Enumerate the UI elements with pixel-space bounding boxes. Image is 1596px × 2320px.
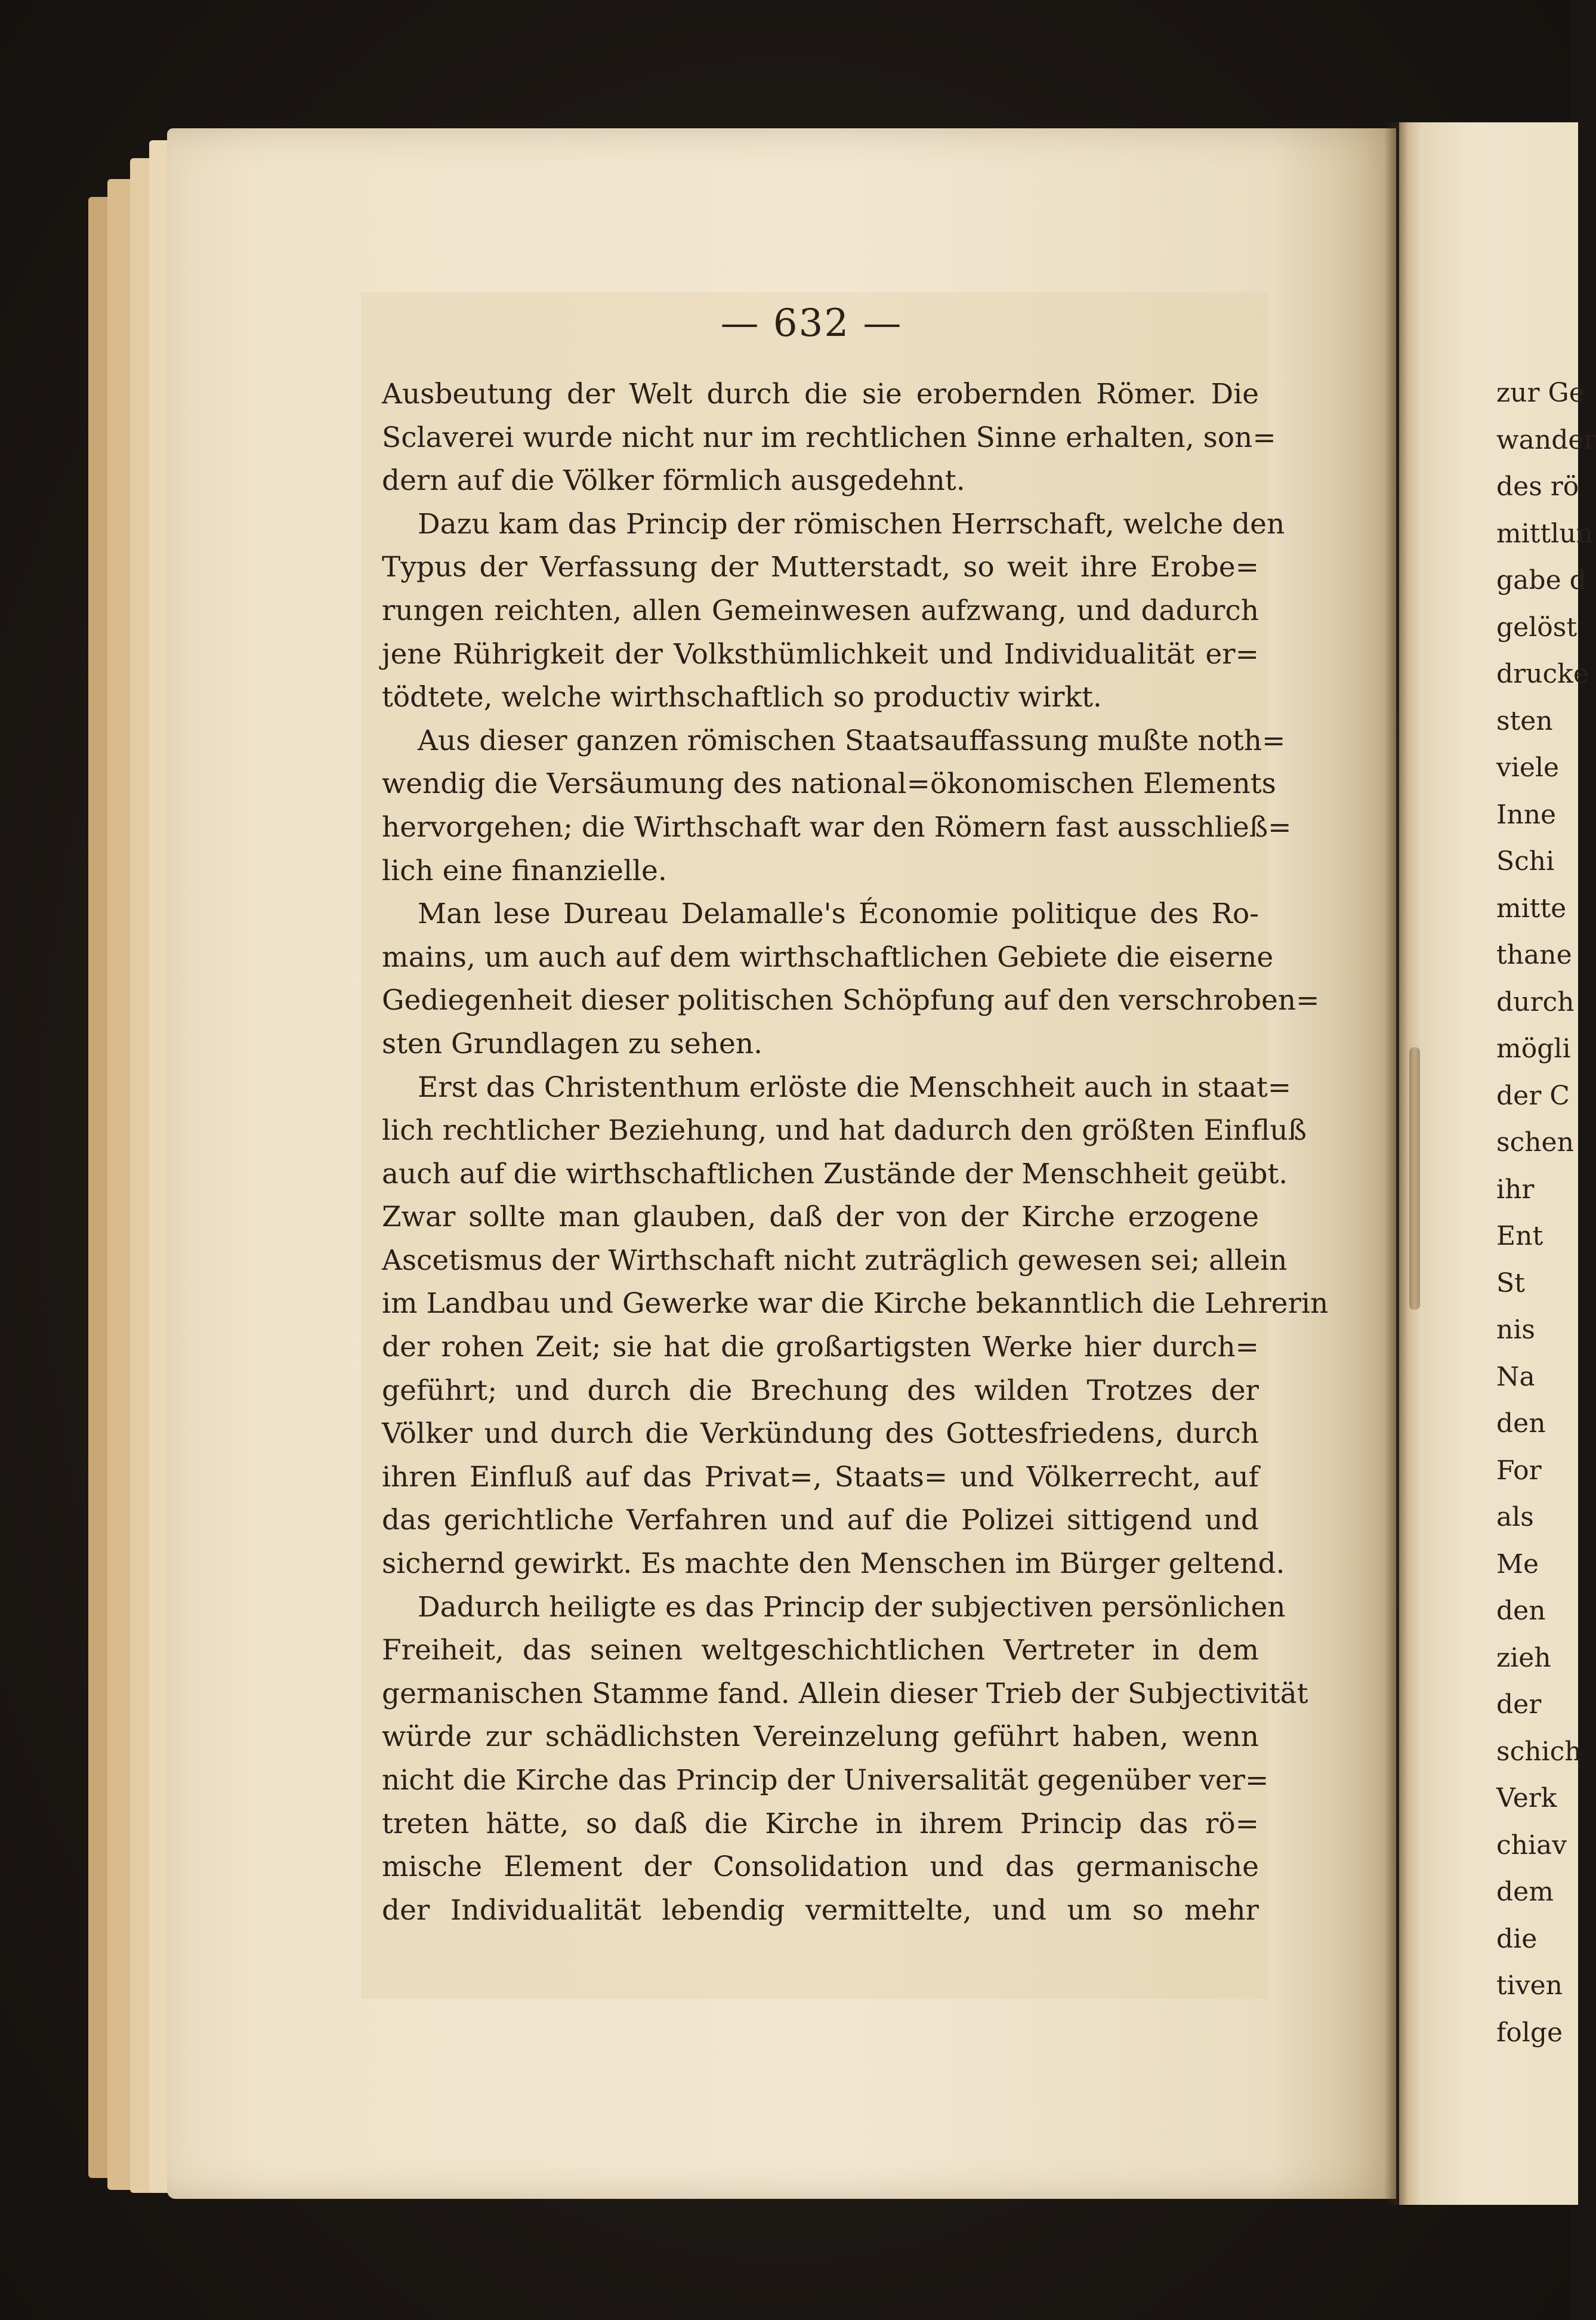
text-line: germanischen Stamme fand. Allein dieser Trieb der Subjectivität [382, 1677, 1308, 1710]
right-page-line-fragment: drucke [1496, 659, 1589, 689]
text-line: geführt; und durch die Brechung des wilden Trotzes der [382, 1374, 1259, 1407]
right-page-line-fragment: St [1496, 1267, 1525, 1298]
page-marker-strip [1409, 1047, 1420, 1310]
right-page-line-fragment: tiven [1496, 1970, 1563, 2001]
text-line: auch auf die wirthschaftlichen Zustände der Menschheit geübt. [382, 1157, 1288, 1190]
right-page-line-fragment: thane [1496, 940, 1572, 970]
text-line: rungen reichten, allen Gemeinwesen aufzwang, und dadurch [382, 594, 1259, 627]
text-line: dern auf die Völker förmlich ausgedehnt. [382, 464, 965, 498]
text-line: würde zur schädlichsten Vereinzelung geführt haben, wenn [382, 1720, 1259, 1754]
right-page-line-fragment: Verk [1496, 1783, 1557, 1813]
text-line: das gerichtliche Verfahren und auf die Polizei sittigend und [382, 1504, 1259, 1537]
text-line: Ausbeutung der Welt durch die sie erobernden Römer. Die [382, 378, 1259, 411]
right-page-line-fragment: gabe d [1496, 565, 1586, 596]
right-page-line-fragment: der C [1496, 1080, 1570, 1111]
right-page-line-fragment: Inne [1496, 799, 1557, 830]
text-line: nicht die Kirche das Princip der Universalität gegenüber ver= [382, 1764, 1269, 1797]
right-page-line-fragment: der [1496, 1689, 1542, 1720]
text-line: wendig die Versäumung des national=ökonomischen Elements [382, 767, 1276, 801]
right-page-line-fragment: des rö [1496, 471, 1579, 502]
right-page-line-fragment: chiav [1496, 1830, 1567, 1861]
right-page-line-fragment: den [1496, 1596, 1546, 1626]
right-page-line-fragment: folge [1496, 2017, 1563, 2048]
text-line: Gediegenheit dieser politischen Schöpfung auf den verschroben= [382, 984, 1320, 1017]
right-page-line-fragment: mittlun [1496, 518, 1593, 549]
right-page-line-fragment: sten [1496, 705, 1553, 736]
right-page-line-fragment: For [1496, 1455, 1542, 1486]
right-page-line-fragment: schen [1496, 1127, 1574, 1158]
text-line: Man lese Dureau Delamalle's Économie politique des Ro- [418, 897, 1259, 931]
right-page-line-fragment: wander [1496, 424, 1596, 455]
right-page-line-fragment: Schi [1496, 846, 1555, 877]
right-page-line-fragment: mitte [1496, 893, 1567, 924]
text-line: Dazu kam das Princip der römischen Herrschaft, welche den [418, 507, 1285, 541]
book-gutter [1384, 122, 1408, 2205]
text-line: Zwar sollte man glauben, daß der von der Kirche erzogene [382, 1201, 1259, 1234]
right-page-line-fragment: dem [1496, 1877, 1554, 1907]
text-line: mische Element der Consolidation und das germanische [382, 1850, 1259, 1884]
text-line: Aus dieser ganzen römischen Staatsauffassung mußte noth= [418, 724, 1286, 757]
text-line: mains, um auch auf dem wirthschaftlichen Gebiete die eiserne [382, 940, 1274, 974]
text-line: Freiheit, das seinen weltgeschichtlichen Vertreter in dem [382, 1634, 1259, 1667]
text-line: im Landbau und Gewerke war die Kirche bekanntlich die Lehrerin [382, 1287, 1329, 1321]
text-line: Typus der Verfassung der Mutterstadt, so weit ihre Erobe= [382, 551, 1259, 584]
right-page-text-fragments [1496, 370, 1596, 2056]
text-line: tödtete, welche wirthschaftlich so productiv wirkt. [382, 681, 1102, 714]
right-page-line-fragment: gelöst [1496, 612, 1578, 643]
text-line: Völker und durch die Verkündung des Gottesfriedens, durch [382, 1417, 1259, 1451]
right-page-line-fragment: Me [1496, 1548, 1539, 1579]
text-line: Ascetismus der Wirthschaft nicht zuträglich gewesen sei; allein [382, 1244, 1288, 1277]
right-page-line-fragment: schich [1496, 1736, 1582, 1767]
right-page-line-fragment: zur Ge [1496, 378, 1585, 408]
text-line: hervorgehen; die Wirthschaft war den Römern fast ausschließ= [382, 810, 1292, 844]
right-page-line-fragment: durch [1496, 986, 1575, 1017]
text-line: lich eine finanzielle. [382, 854, 667, 887]
text-line: der rohen Zeit; sie hat die großartigsten Werke hier durch= [382, 1331, 1259, 1364]
right-page-line-fragment: mögli [1496, 1033, 1571, 1064]
right-page-line-fragment: die [1496, 1923, 1538, 1954]
text-line: der Individualität lebendig vermittelte, und um so mehr [382, 1893, 1259, 1927]
text-line: treten hätte, so daß die Kirche in ihrem Princip das rö= [382, 1807, 1259, 1840]
text-line: sichernd gewirkt. Es machte den Menschen im Bürger geltend. [382, 1547, 1285, 1581]
right-page-line-fragment: zieh [1496, 1642, 1551, 1673]
text-line: ihren Einfluß auf das Privat=, Staats= und Völkerrecht, auf [382, 1460, 1259, 1494]
page-number: — 632 — [720, 301, 903, 345]
text-line: lich rechtlicher Beziehung, und hat dadurch den größten Einfluß [382, 1114, 1307, 1147]
text-line: jene Rührigkeit der Volksthümlichkeit und Individualität er= [382, 637, 1259, 671]
body-text [382, 373, 1329, 1932]
text-line: Dadurch heiligte es das Princip der subjectiven persönlichen [418, 1590, 1286, 1624]
right-page-line-fragment: nis [1496, 1315, 1535, 1345]
text-line: sten Grundlagen zu sehen. [382, 1027, 763, 1060]
right-page-line-fragment: als [1496, 1502, 1534, 1532]
right-page-line-fragment: viele [1496, 752, 1560, 783]
right-page-line-fragment: Ent [1496, 1221, 1543, 1251]
right-page-line-fragment: Na [1496, 1361, 1535, 1392]
text-line: Sclaverei wurde nicht nur im rechtlichen Sinne erhalten, son= [382, 421, 1276, 454]
right-page-line-fragment: ihr [1496, 1174, 1535, 1205]
right-page-line-fragment: den [1496, 1408, 1546, 1439]
text-line: Erst das Christenthum erlöste die Menschheit auch in staat= [418, 1070, 1292, 1104]
